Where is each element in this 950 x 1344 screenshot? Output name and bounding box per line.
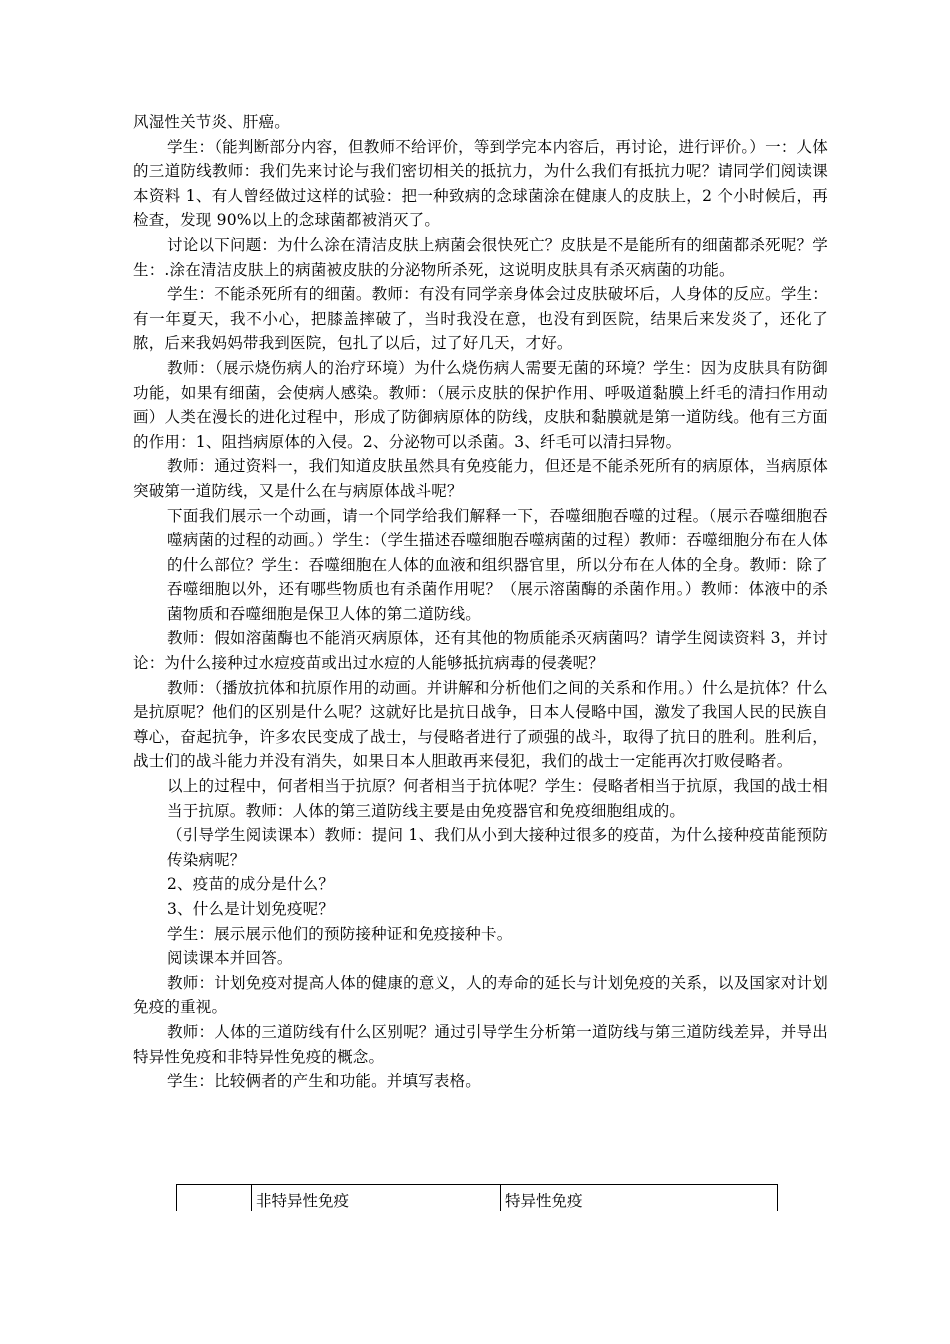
paragraph: 学生：（能判断部分内容，但教师不给评价，等到学完本内容后，再讨论，进行评价。）一：人体的三道防线教师：我们先来讨论与我们密切相关的抵抗力，为什么我们有抵抗力呢？请同学们阅读课本资料 1、有人曾经做过这样的试验：把一种致病的念球菌涂在健康人的皮肤上，2 个小时候后，再检查，发现 90%以上的念球菌都被消灭了。 [133,137,828,230]
paragraph: 教师：计划免疫对提高人体的健康的意义，人的寿命的延长与计划免疫的关系，以及国家对计划免疫的重视。 [133,973,828,1017]
paragraph: 2、疫苗的成分是什么？ [167,875,335,894]
paragraph: 风湿性关节炎、肝癌。 [133,113,291,131]
document-body [133,110,828,1094]
table-header-row [177,1185,778,1212]
paragraph: 3、什么是计划免疫呢？ [167,900,335,918]
table-header-nonspecific: 非特异性免疫 [252,1185,501,1212]
paragraph: 下面我们展示一个动画，请一个同学给我们解释一下，吞噬细胞吞噬的过程。（展示吞噬细胞吞噬病菌的过程的动画。）学生：（学生描述吞噬细胞吞噬病菌的过程）教师：吞噬细胞分布在人体的什么部位？学生：吞噬细胞在人体的血液和组织器官里，所以分布在人体的全身。教师：除了吞噬细胞以外，还有哪些物质也有杀菌作用呢？（展示溶菌酶的杀菌作用。）教师：体液中的杀菌物质和吞噬细胞是保卫人体的第二道防线。 [167,506,828,623]
paragraph: 教师：人体的三道防线有什么区别呢？通过引导学生分析第一道防线与第三道防线差异，并导出特异性免疫和非特异性免疫的概念。 [133,1022,828,1066]
paragraph: 学生：比较俩者的产生和功能。并填写表格。 [167,1072,482,1091]
paragraph: 学生：展示展示他们的预防接种证和免疫接种卡。 [167,924,513,943]
paragraph: 讨论以下问题：为什么涂在清洁皮肤上病菌会很快死亡？皮肤是不是能所有的细菌都杀死呢？学生：.涂在清洁皮肤上的病菌被皮肤的分泌物所杀死，这说明皮肤具有杀灭病菌的功能。 [133,235,828,279]
table-header-cell-empty [177,1185,252,1212]
comparison-table [176,1184,778,1211]
paragraph: 教师：假如溶菌酶也不能消灭病原体，还有其他的物质能杀灭病菌吗？请学生阅读资料 3，并讨论：为什么接种过水痘疫苗或出过水痘的人能够抵抗病毒的侵袭呢？ [133,629,828,673]
paragraph: （引导学生阅读课本）教师：提问 1、我们从小到大接种过很多的疫苗，为什么接种疫苗能预防传染病呢？ [167,826,828,869]
paragraph: 学生：不能杀死所有的细菌。教师：有没有同学亲身体会过皮肤破坏后，人身体的反应。学生：有一年夏天，我不小心，把膝盖摔破了，当时我没在意，也没有到医院，结果后来发炎了，还化了脓，后来我妈妈带我到医院，包扎了以后，过了好几天，才好。 [133,285,828,353]
paragraph: 阅读课本并回答。 [167,949,293,968]
paragraph: 教师：（播放抗体和抗原作用的动画。并讲解和分析他们之间的关系和作用。）什么是抗体？什么是抗原呢？他们的区别是什么呢？这就好比是抗日战争，日本人侵略中国，激发了我国人民的民族自尊心，奋起抗争，许多农民变成了战士，与侵略者进行了顽强的战斗，取得了抗日的胜利。胜利后，战士们的战斗能力并没有消失，如果日本人胆敢再来侵犯，我们的战士一定能再次打败侵略者。 [133,678,828,771]
paragraph: 以上的过程中，何者相当于抗原？何者相当于抗体呢？学生：侵略者相当于抗原，我国的战士相当于抗原。教师：人体的第三道防线主要是由免疫器官和免疫细胞组成的。 [167,777,828,820]
table-header-specific: 特异性免疫 [501,1185,778,1212]
paragraph: 教师：通过资料一，我们知道皮肤虽然具有免疫能力，但还是不能杀死所有的病原体，当病原体突破第一道防线，又是什么在与病原体战斗呢？ [133,457,828,500]
paragraph: 教师：（展示烧伤病人的治疗环境）为什么烧伤病人需要无菌的环境？学生：因为皮肤具有防御功能，如果有细菌，会使病人感染。教师：（展示皮肤的保护作用、呼吸道黏膜上纤毛的清扫作用动画）人类在漫长的进化过程中，形成了防御病原体的防线，皮肤和黏膜就是第一道防线。他有三方面的作用：1、阻挡病原体的入侵。2、分泌物可以杀菌。3、纤毛可以清扫异物。 [133,358,828,451]
